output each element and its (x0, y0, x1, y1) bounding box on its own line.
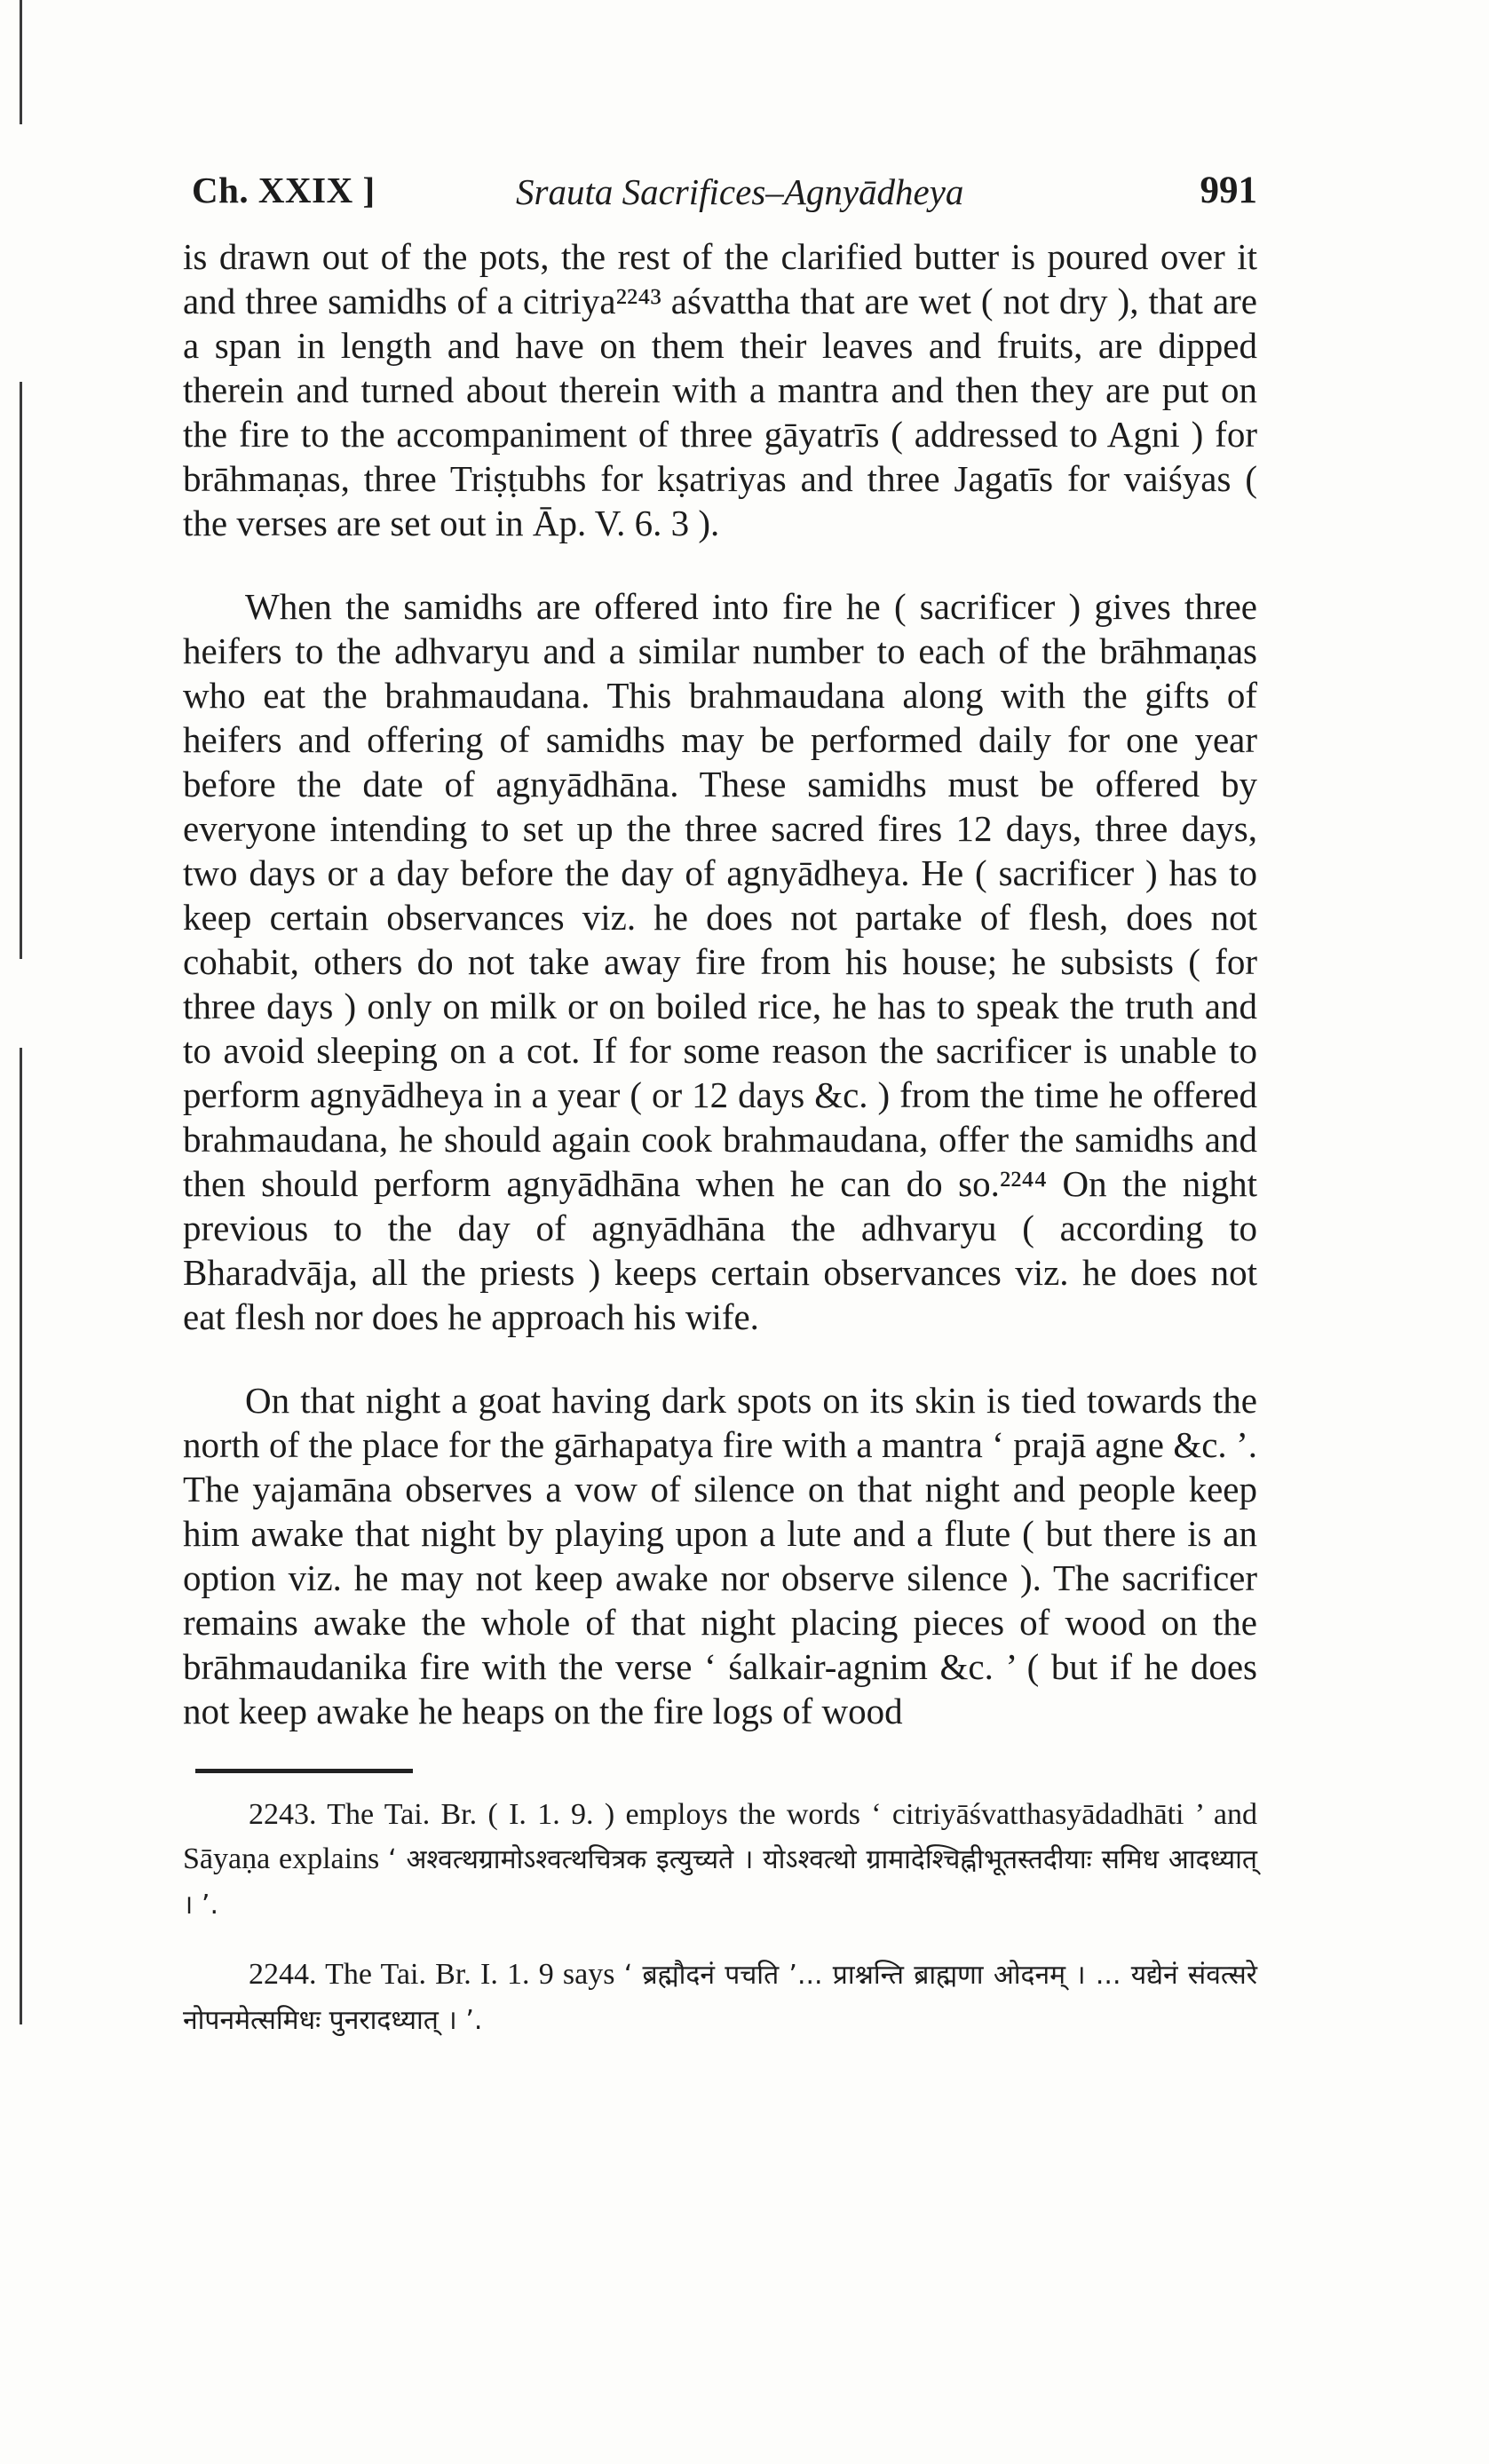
footnote-2244-sanskrit: ‘ ब्रह्मौदनं पचति ’... प्राश्नन्ति ब्राह्मणा ओदनम् । ... यद्येनं संवत्सरे नोपनमेत्समिधः पुनरादध्यात् । ’. (183, 1960, 1257, 2036)
scan-margin-line (20, 0, 22, 124)
footnote-2244-text: 2244. The Tai. Br. I. 1. 9 says (249, 1958, 615, 1991)
chapter-label: Ch. XXIX ] (192, 170, 376, 210)
body-paragraph-2: When the samidhs are offered into fire he ( sacrificer ) gives three heifers to the adhvaryu and a similar number to each of the brāhmaṇas who eat the brahmaudana. This brahmaudana along with the gifts of heifers and offering of samidhs may be performed daily for one year before the date of agnyādhāna. These samidhs must be offered by everyone intending to set up the three sacred fires 12 days, three days, two days or a day before the day of agnyādheya. He ( sacrificer ) has to keep certain observances viz. he does not partake of flesh, does not cohabit, others do not take away fire from his house; he subsists ( for three days ) only on milk or on boiled rice, he has to speak the truth and to avoid sleeping on a cot. If for some reason the sacrificer is unable to perform agnyādheya in a year ( or 12 days &c. ) from the time he offered brahmaudana, he should again cook brahmaudana, offer the samidhs and then should perform agnyādhāna when he can do so.²²⁴⁴ On the night previous to the day of agnyādhāna the adhvaryu ( according to Bharadvāja, all the priests ) keeps certain observances viz. he does not eat flesh nor does he approach his wife. (183, 586, 1257, 1337)
footnote-2243 (183, 1793, 1257, 1928)
footnote-2243-sanskrit: ‘ अश्वत्थग्रामोऽश्वत्थचित्रक इत्युच्यते । योऽश्वत्थो ग्रामादेश्चिह्नीभूतस्तदीयाः समिध आदध्यात् । ’. (183, 1844, 1258, 1921)
book-page (183, 160, 1257, 2043)
body-paragraph-1: is drawn out of the pots, the rest of the clarified butter is poured over it and three samidhs of a citriya²²⁴³ aśvattha that are wet ( not dry ), that are a span in length and have on them their leaves and fruits, are dipped therein and turned about therein with a mantra and then they are put on the fire to the accompaniment of three gāyatrīs ( addressed to Agni ) for brāhmaṇas, three Triṣṭubhs for kṣatriyas and three Jagatīs for vaiśyas ( the verses are set out in Āp. V. 6. 3 ). (183, 236, 1257, 543)
scan-margin-line (20, 382, 22, 959)
page-number: 991 (1200, 170, 1257, 211)
footnote-rule (195, 1769, 413, 1773)
scan-margin-line (20, 1048, 22, 2024)
running-title: Srauta Sacrifices–Agnyādheya (516, 171, 964, 212)
footnote-2243-text: 2243. The Tai. Br. ( I. 1. 9. ) employs the words ‘ citriyāśvatthasyādadhāti ’ and Sāyaṇa explains (183, 1798, 1257, 1875)
footnote-2244 (183, 1953, 1257, 2043)
running-header (183, 160, 1257, 222)
body-paragraph-3: On that night a goat having dark spots on its skin is tied towards the north of the place for the gārhapatya fire with a mantra ‘ prajā agne &c. ’. The yajamāna observes a vow of silence on that night and people keep him awake that night by playing upon a lute and a flute ( but there is an option viz. he may not keep awake nor observe silence ). The sacrificer remains awake the whole of that night placing pieces of wood on the brāhmaudanika fire with the verse ‘ śalkair-agnim &c. ’ ( but if he does not keep awake he heaps on the fire logs of wood (183, 1380, 1257, 1731)
